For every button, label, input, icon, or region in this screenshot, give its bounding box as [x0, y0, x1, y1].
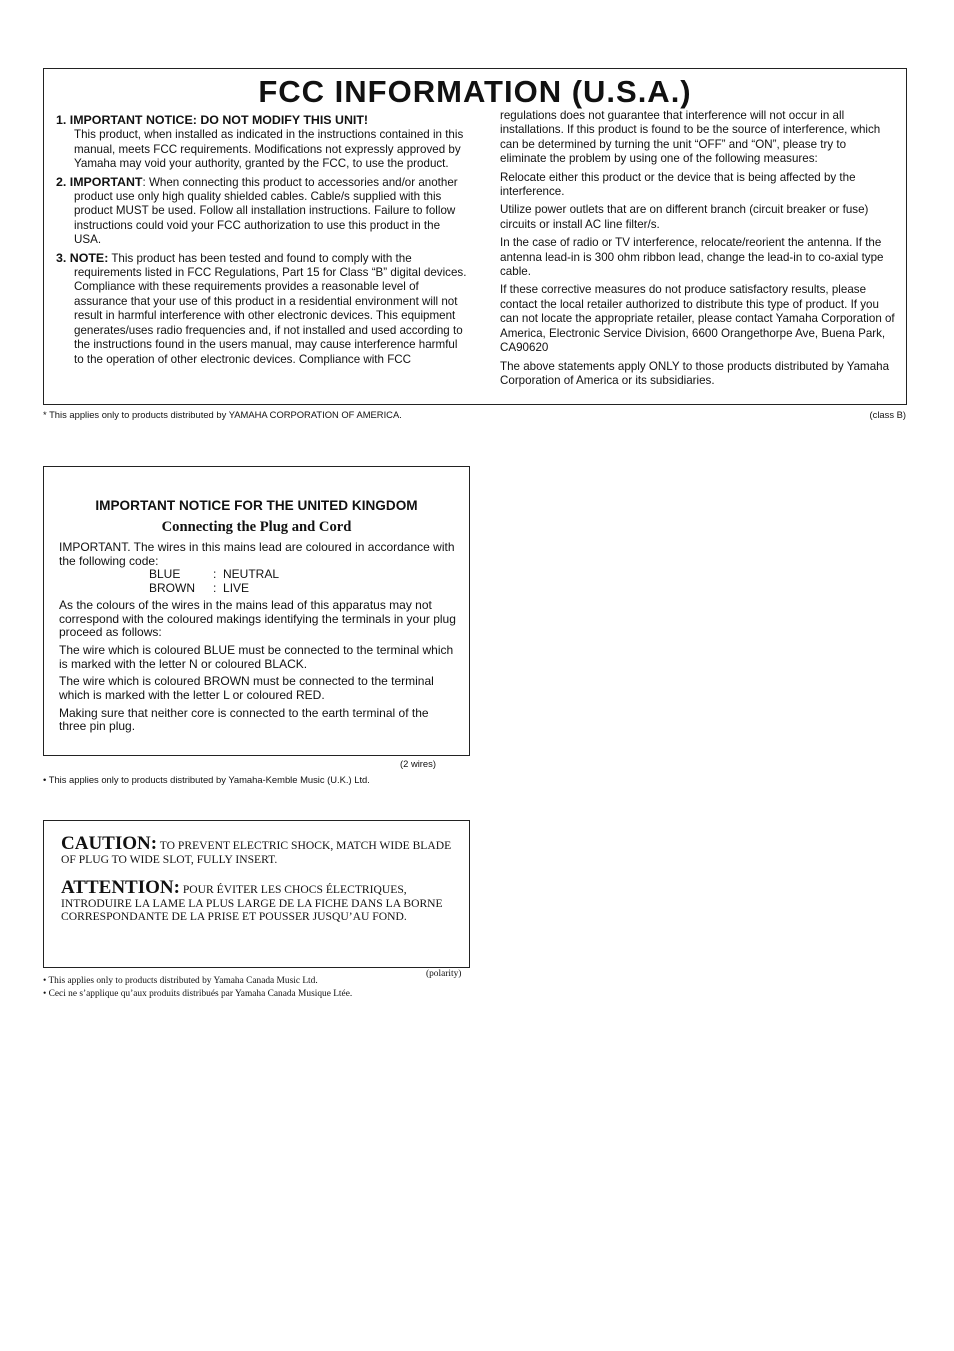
uk-subtitle: Connecting the Plug and Cord [161, 519, 352, 535]
fcc-item-2 [56, 175, 468, 248]
fcc-right-paragraph: regulations does not guarantee that interference will not occur in all installations. If this product is found to be the source of interference, which can be determined by turning the unit “OFF” and “ON”, please try to eliminate the problem by using one of the following measures: [500, 109, 881, 166]
uk-code-sep: : [213, 581, 217, 596]
uk-body [59, 541, 459, 738]
fcc-item-1-heading: 1. IMPORTANT NOTICE: DO NOT MODIFY THIS UNIT! [56, 113, 369, 127]
attention-label: ATTENTION: [61, 877, 180, 899]
fcc-item-1-text: This product, when installed as indicated in the instructions contained in this manual, meets FCC requirements. Modifications not expressly approved by Yamaha may void your authority, granted by the FCC, to use the product. [74, 128, 464, 171]
fcc-item-2-text: : When connecting this product to accessories and/or another product use only high quality shielded cables. Cable/s supplied with this product MUST be used. Follow all installation instructions. Failure to follow instructions could void your FCC authorization to use this product in the USA. [74, 175, 458, 247]
fcc-right-paragraph: In the case of radio or TV interference, relocate/reorient the antenna. If the antenna lead-in is 300 ohm ribbon lead, change the lead-in to co-axial type cable. [500, 236, 884, 279]
caution-box [43, 820, 470, 968]
caution-text: TO PREVENT ELECTRIC SHOCK, MATCH WIDE BLADE OF PLUG TO WIDE SLOT, FULLY INSERT. [61, 839, 452, 866]
fcc-right-paragraph: The above statements apply ONLY to those products distributed by Yamaha Corporation of America or its subsidiaries. [500, 359, 890, 387]
caution-english [61, 833, 461, 866]
uk-paragraph: Making sure that neither core is connected to the earth terminal of the three pin plug. [59, 705, 429, 734]
fcc-item-1 [56, 113, 468, 172]
attention-text: POUR ÉVITER LES CHOCS ÉLECTRIQUES, INTRODUIRE LA LAME LA PLUS LARGE DE LA FICHE DANS LA BORNE CORRESPONDANTE DE LA PRISE ET POUSSER JUSQU’AU FOND. [61, 883, 443, 924]
uk-code-sep: : [213, 567, 217, 582]
fcc-information-box [43, 68, 907, 405]
fcc-right-paragraph: Utilize power outlets that are on different branch (circuit breaker or fuse) circuits or install AC line filter/s. [500, 203, 869, 231]
uk-notice-box [43, 466, 470, 756]
fcc-title: FCC INFORMATION (U.S.A.) [258, 74, 692, 109]
fcc-right-column [500, 109, 895, 392]
uk-paragraph: The wire which is coloured BROWN must be connected to the terminal which is marked with the letter L or coloured RED. [59, 674, 434, 703]
uk-paragraph: As the colours of the wires in the mains lead of this apparatus may not correspond with the coloured makings identifying the terminals in your plug proceed as follows: [59, 597, 456, 640]
fcc-right-paragraph: Relocate either this product or the device that is being affected by the interference. [500, 170, 856, 199]
uk-intro: IMPORTANT. The wires in this mains lead are coloured in accordance with the following code: [59, 540, 455, 568]
polarity-tag: (polarity) [426, 969, 462, 979]
uk-title: IMPORTANT NOTICE FOR THE UNITED KINGDOM [95, 498, 418, 513]
caution-footnote-fr: • Ceci ne s’applique qu’aux produits distribués par Yamaha Canada Musique Ltée. [43, 989, 353, 999]
caution-footnote-en: • This applies only to products distributed by Yamaha Canada Music Ltd. [43, 976, 318, 986]
caution-body [61, 833, 461, 924]
uk-wires-tag: (2 wires) [400, 758, 436, 769]
uk-code-meaning: LIVE [223, 581, 250, 596]
fcc-class-tag: (class B) [869, 409, 906, 420]
uk-code-row [59, 568, 459, 582]
fcc-footnote: * This applies only to products distributed by YAMAHA CORPORATION OF AMERICA. [43, 409, 402, 420]
uk-paragraph: The wire which is coloured BLUE must be connected to the terminal which is marked with the letter N or coloured BLACK. [59, 642, 454, 671]
fcc-item-3 [56, 251, 468, 367]
caution-label: CAUTION: [61, 833, 158, 854]
uk-code-meaning: NEUTRAL [223, 567, 280, 582]
fcc-left-column [56, 113, 468, 370]
fcc-item-3-heading: 3. NOTE: [56, 250, 109, 265]
fcc-item-2-heading: 2. IMPORTANT [56, 174, 143, 189]
uk-code-row [59, 582, 459, 596]
attention-french [61, 877, 461, 924]
uk-code-color: BLUE [149, 567, 181, 582]
uk-code-color: BROWN [149, 581, 195, 596]
fcc-item-3-text: This product has been tested and found to comply with the requirements listed in FCC Regulations, Part 15 for Class “B” digital devices. Compliance with these requirements provides a reasonable level of assurance that your use of this product in a residential environment will not result in harmful interference with other electronic devices. This equipment generates/uses radio frequencies and, if not installed and used according to the instructions found in the users manual, may cause interference harmful to the operation of other electronic devices. Compliance with FCC [74, 251, 467, 366]
fcc-right-paragraph: If these corrective measures do not produce satisfactory results, please contact the local retailer authorized to distribute this type of product. If you can not locate the appropriate retailer, please contact Yamaha Corporation of America, Electronic Service Division, 6600 Orangethorpe Ave, Buena Park, CA90620 [500, 283, 895, 355]
uk-footnote: • This applies only to products distributed by Yamaha-Kemble Music (U.K.) Ltd. [43, 774, 370, 785]
